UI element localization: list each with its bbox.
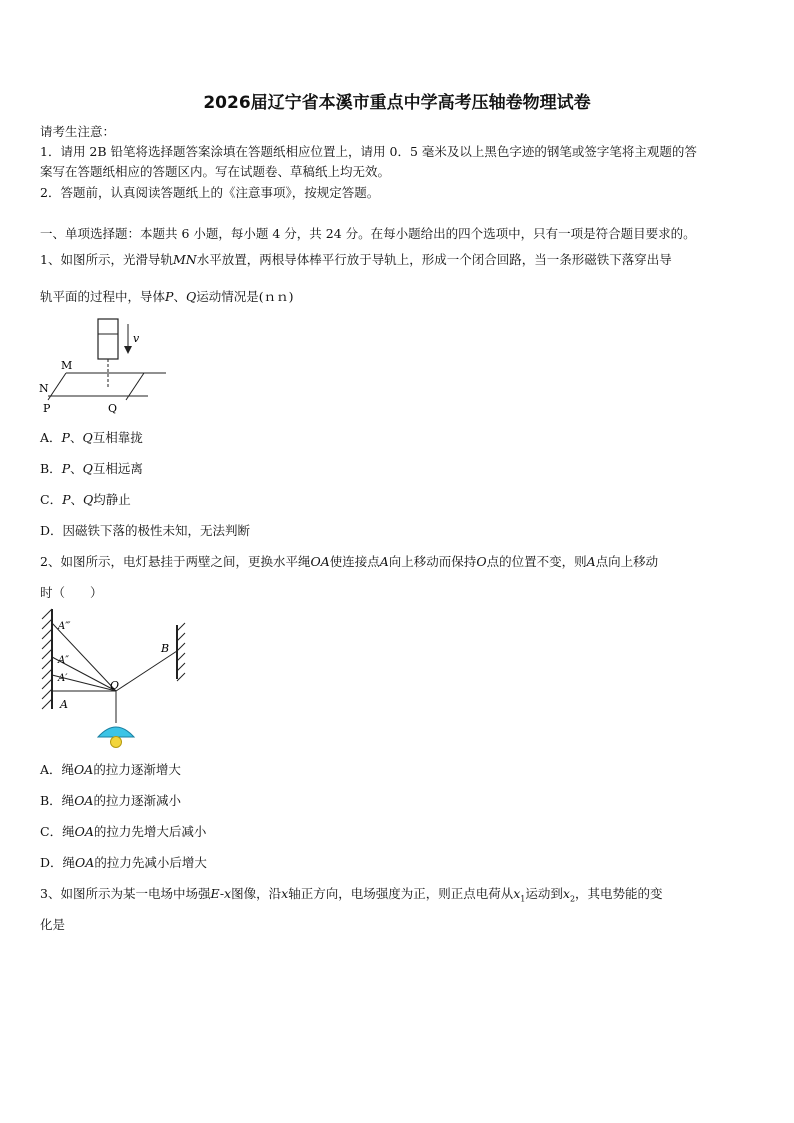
notice-heading: 请考生注意：	[40, 124, 116, 139]
bar-magnet	[98, 319, 118, 359]
page-title: 2026届辽宁省本溪市重点中学高考压轴卷物理试卷	[203, 93, 591, 113]
q1-option-b: B．P、Q互相远离	[40, 461, 143, 476]
q1-magnet-rails-figure	[34, 316, 174, 416]
label-o: O	[110, 679, 120, 692]
label-a1: A′	[58, 673, 68, 684]
right-wall-hatching	[177, 623, 185, 681]
section-heading: 一、单项选择题：本题共 6 小题，每小题 4 分，共 24 分。在每小题给出的四个选项中，只有一项是符合题目要求的。	[40, 226, 696, 241]
q1-option-d: D．因磁铁下落的极性未知，无法判断	[40, 523, 251, 538]
q1-stem-line-2: 轨平面的过程中，导体P、Q运动情况是(ｎｎ)	[40, 289, 294, 304]
label-q: Q	[108, 402, 118, 415]
q2-lamp-walls-figure	[38, 605, 198, 753]
q1-stem-line-1: 1、如图所示，光滑导轨MN水平放置，两根导体棒平行放于导轨上，形成一个闭合回路，当一条形磁铁下落穿出导	[40, 252, 672, 267]
velocity-label: v	[133, 332, 140, 345]
notice-item-1-line-2: 案写在答题纸相应的答题区内。写在试题卷、草稿纸上均无效。	[40, 164, 391, 179]
lamp-shade	[98, 727, 134, 737]
notice-item-1-line-1: 1．请用 2B 铅笔将选择题答案涂填在答题纸相应位置上，请用 0．5 毫米及以上黑色字迹的钢笔或签字笔将主观题的答	[40, 144, 697, 159]
q3-stem-line-2: 化是	[40, 917, 66, 932]
q2-option-a: A．绳OA的拉力逐渐增大	[40, 762, 181, 777]
label-a2: A″	[58, 655, 69, 666]
label-n: N	[39, 382, 49, 395]
q2-stem-line-2: 时（ ）	[40, 585, 103, 600]
q1-option-c: C．P、Q均静止	[40, 492, 131, 507]
q2-option-c: C．绳OA的拉力先增大后减小	[40, 824, 207, 839]
label-m: M	[61, 359, 73, 372]
label-a: A	[60, 698, 68, 711]
lamp-bulb-icon	[111, 737, 122, 748]
notice-item-2: 2．答题前，认真阅读答题纸上的《注意事项》，按规定答题。	[40, 185, 380, 200]
label-b: B	[161, 642, 170, 655]
rope-ob	[116, 651, 177, 691]
q3-stem-line-1: 3、如图所示为某一电场中场强E-x图像，沿x轴正方向，电场强度为正，则正点电荷从$x_1$运动到$x_2$，其电势能的变	[40, 886, 663, 904]
q2-stem-line-1: 2、如图所示，电灯悬挂于两壁之间，更换水平绳OA使连接点A向上移动而保持O点的位置不变，则A点向上移动	[40, 554, 659, 569]
left-wall-hatching	[42, 609, 52, 709]
q1-option-a: A．P、Q互相靠拢	[40, 430, 143, 445]
q2-option-d: D．绳OA的拉力先减小后增大	[40, 855, 207, 870]
label-p: P	[43, 402, 51, 415]
label-a3: A‴	[58, 621, 71, 632]
q2-option-b: B．绳OA的拉力逐渐减小	[40, 793, 181, 808]
